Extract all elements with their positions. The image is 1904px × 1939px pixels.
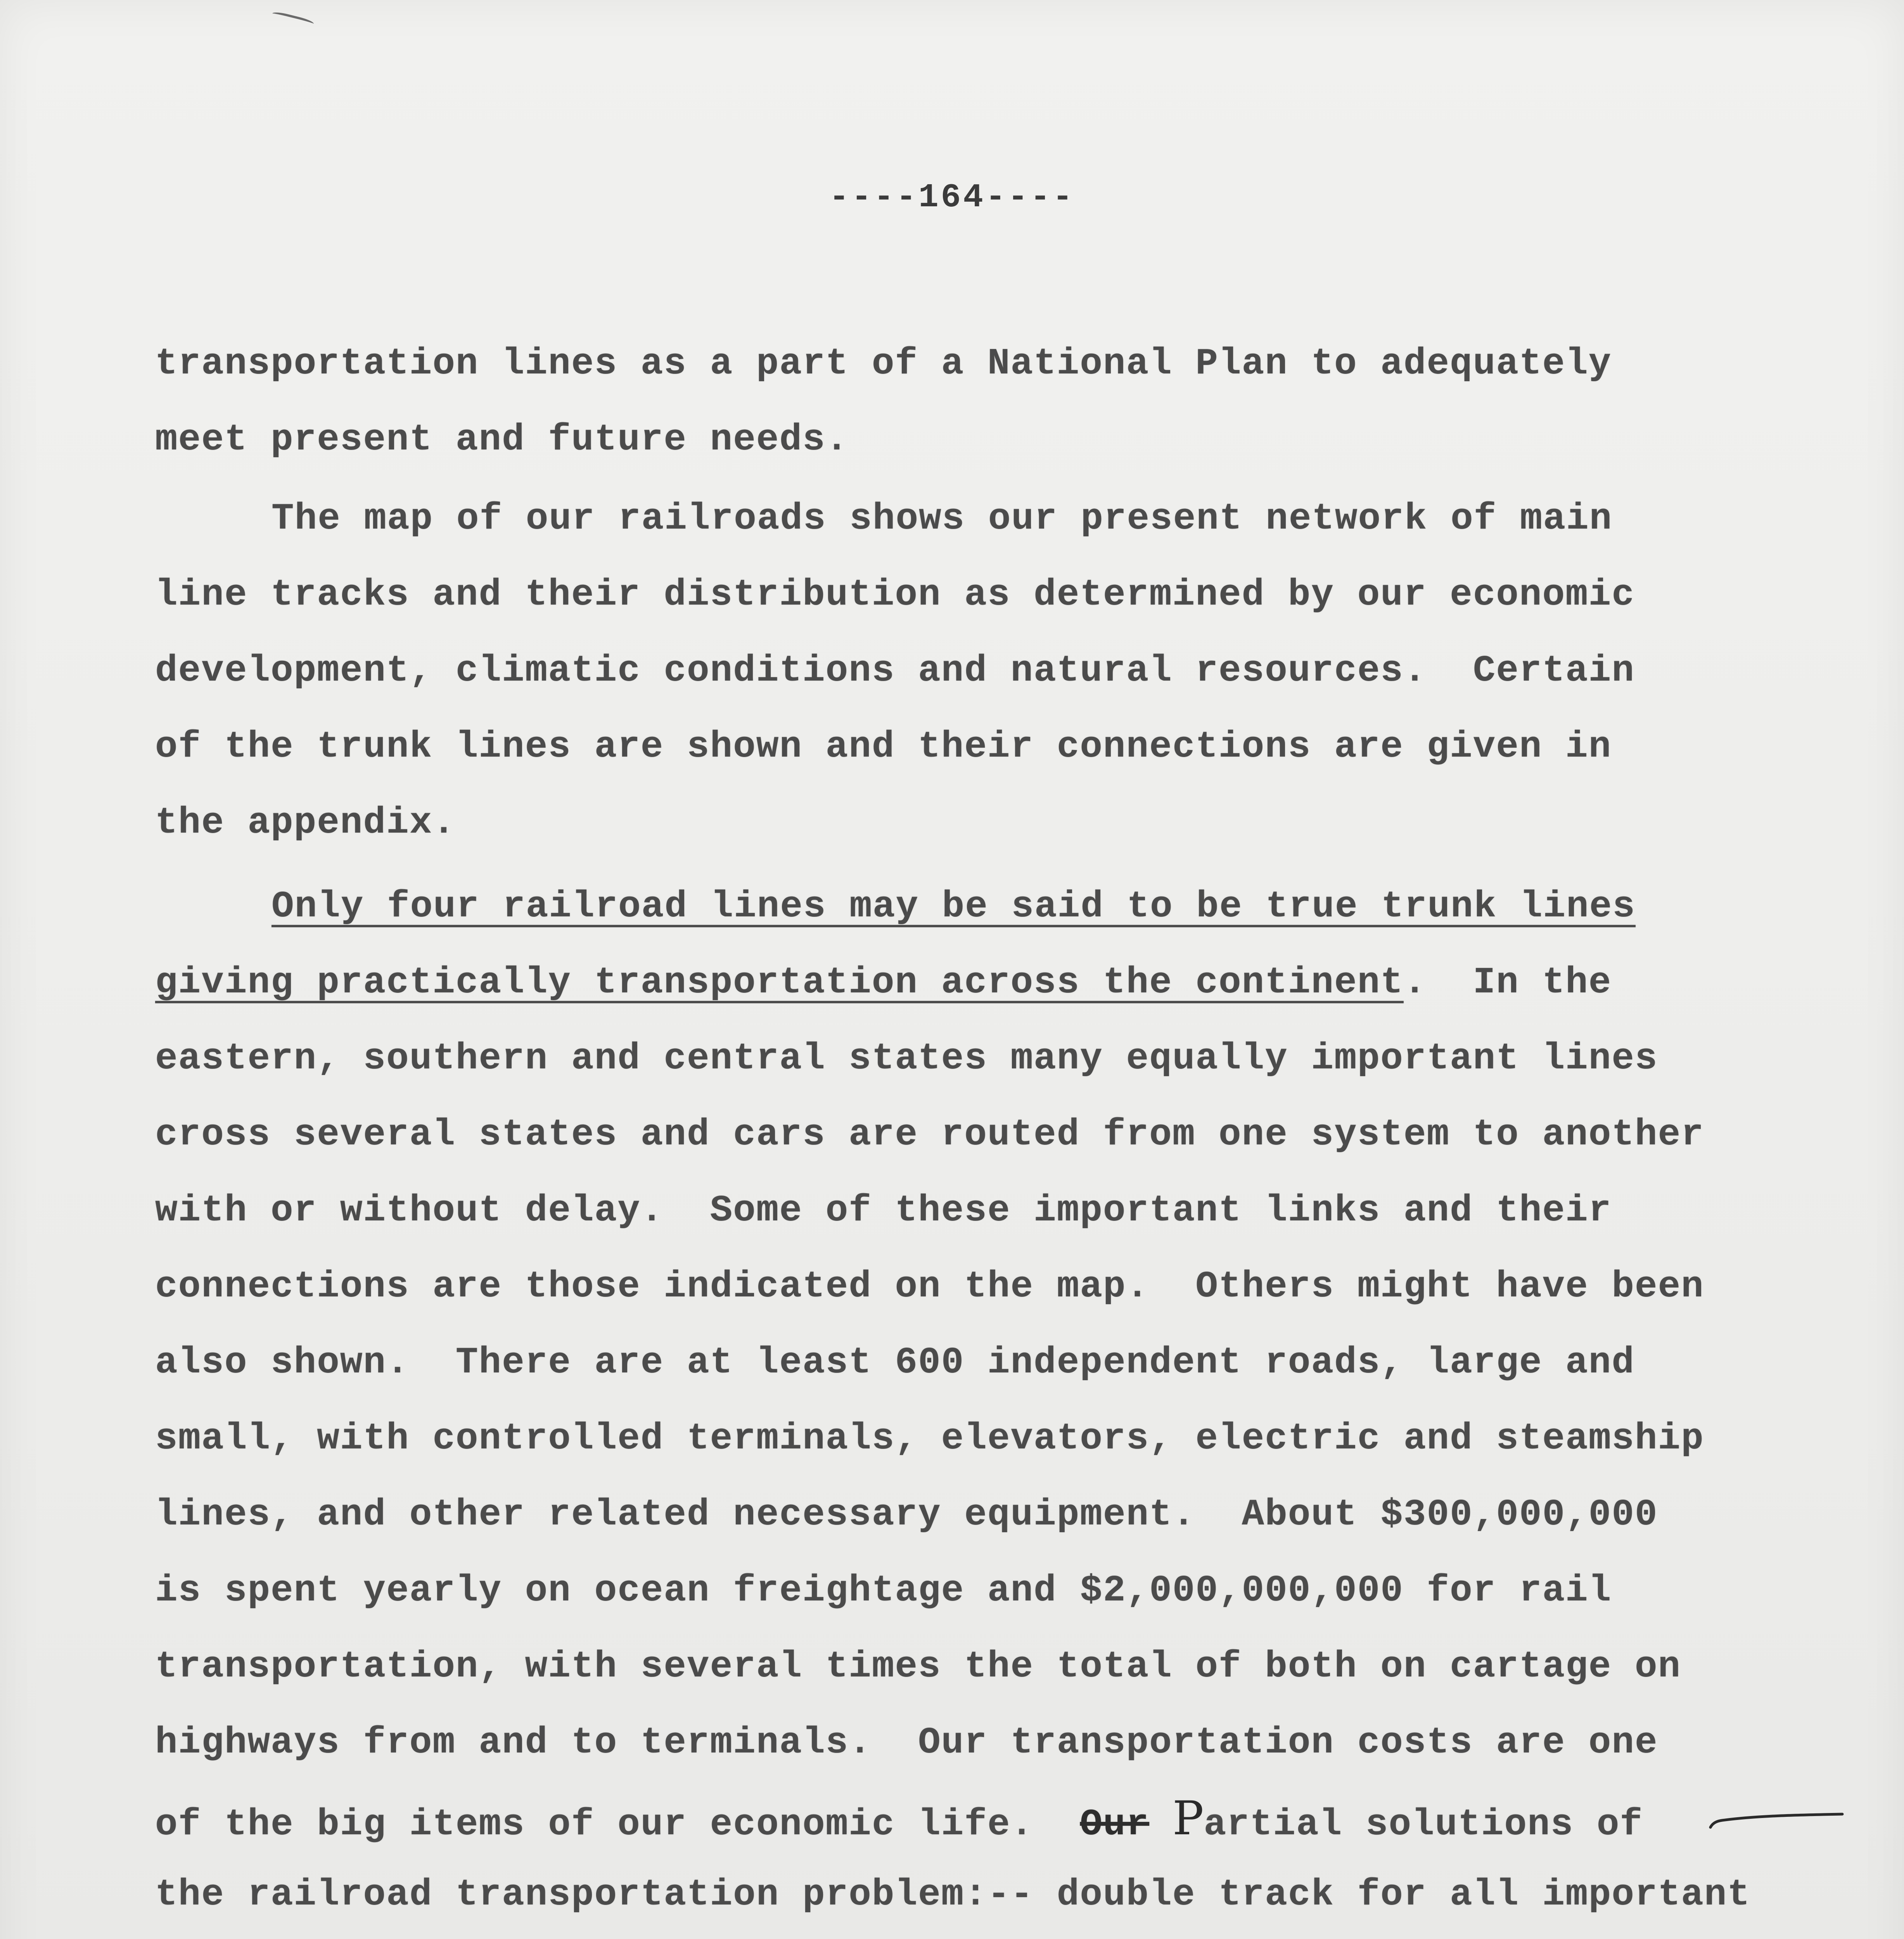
edge-mark	[271, 10, 315, 28]
paragraph-3	[155, 869, 1854, 1939]
margin-pen-mark	[1707, 1810, 1846, 1834]
text-line: transportation, with several times the total of both on cartage on	[155, 1645, 1681, 1688]
text-line: the appendix.	[155, 802, 456, 844]
text-line: transportation lines as a part of a National Plan to adequately	[155, 342, 1612, 385]
text-line: development, climatic conditions and natural resources. Certain	[155, 650, 1635, 692]
text-line: lines, and other related necessary equipment. About $300,000,000	[155, 1493, 1658, 1536]
text-line: line tracks and their distribution as determined by our economic	[155, 574, 1635, 616]
underlined-text-line: Only four railroad lines may be said to be true trunk lines	[272, 885, 1636, 928]
text-line: also shown. There are at least 600 independent roads, large and	[155, 1341, 1635, 1384]
text-line: cross several states and cars are routed from one system to another	[155, 1113, 1704, 1156]
text-line	[155, 1933, 1854, 1939]
text-line	[155, 945, 1854, 1021]
text-line: connections are those indicated on the map. Others might have been	[155, 1265, 1704, 1308]
text-line: meet present and future needs.	[155, 418, 849, 461]
text-line	[155, 1781, 1854, 1857]
handwritten-correction: P	[1172, 1792, 1204, 1846]
page-number: ----164----	[829, 178, 1075, 216]
text-fragment: of the big items of our economic life.	[155, 1803, 1080, 1846]
paragraph-2	[155, 481, 1854, 861]
text-line: highways from and to terminals. Our transportation costs are one	[155, 1721, 1658, 1764]
text-line: small, with controlled terminals, elevators, electric and steamship	[155, 1417, 1704, 1460]
struck-word: Our	[1080, 1803, 1150, 1846]
text-line: the railroad transportation problem:-- double track for all important	[155, 1873, 1751, 1916]
text-line: eastern, southern and central states many equally important lines	[155, 1037, 1658, 1080]
paragraph-1	[155, 326, 1854, 478]
text-line: of the trunk lines are shown and their connections are given in	[155, 726, 1612, 768]
text-line: is spent yearly on ocean freightage and $2,000,000,000 for rail	[155, 1569, 1612, 1612]
text-line: with or without delay. Some of these important links and their	[155, 1189, 1612, 1232]
text-line: The map of our railroads shows our present network of main	[272, 498, 1613, 540]
text-fragment: artial solutions of	[1204, 1803, 1643, 1846]
text-fragment: . In the	[1403, 961, 1612, 1004]
underlined-phrase: giving practically transportation across the continent	[155, 961, 1404, 1004]
